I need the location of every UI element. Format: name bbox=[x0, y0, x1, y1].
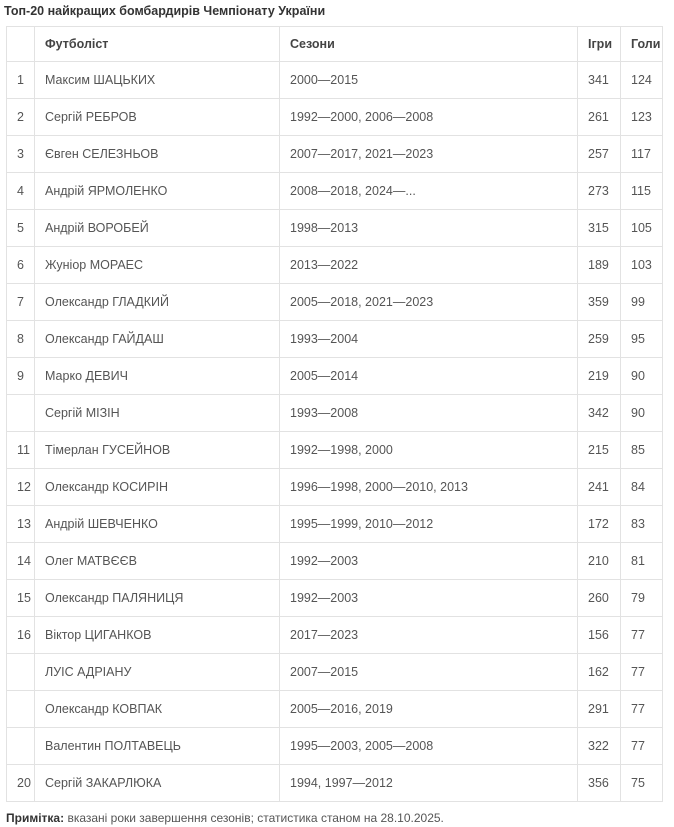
cell-rank bbox=[7, 654, 35, 691]
cell-goals: 103 bbox=[621, 247, 663, 284]
cell-goals: 95 bbox=[621, 321, 663, 358]
cell-player: Андрій ШЕВЧЕНКО bbox=[35, 506, 280, 543]
cell-rank: 11 bbox=[7, 432, 35, 469]
cell-seasons: 1992—1998, 2000 bbox=[280, 432, 578, 469]
page-title: Топ-20 найкращих бомбардирів Чемпіонату України bbox=[4, 4, 326, 18]
cell-rank bbox=[7, 691, 35, 728]
cell-seasons: 2013—2022 bbox=[280, 247, 578, 284]
note-text: вказані роки завершення сезонів; статистика станом на 28.10.2025. bbox=[64, 811, 444, 825]
cell-goals: 77 bbox=[621, 691, 663, 728]
cell-games: 356 bbox=[578, 765, 621, 802]
column-header-games: Ігри bbox=[578, 27, 621, 62]
cell-rank: 6 bbox=[7, 247, 35, 284]
cell-player: Максим ШАЦЬКИХ bbox=[35, 62, 280, 99]
cell-player: Андрій ЯРМОЛЕНКО bbox=[35, 173, 280, 210]
cell-seasons: 1993—2008 bbox=[280, 395, 578, 432]
table-row bbox=[7, 358, 663, 395]
column-header-seasons: Сезони bbox=[280, 27, 578, 62]
column-header-goals: Голи bbox=[621, 27, 663, 62]
cell-goals: 77 bbox=[621, 728, 663, 765]
cell-goals: 124 bbox=[621, 62, 663, 99]
cell-goals: 81 bbox=[621, 543, 663, 580]
cell-rank: 5 bbox=[7, 210, 35, 247]
cell-rank: 13 bbox=[7, 506, 35, 543]
cell-games: 342 bbox=[578, 395, 621, 432]
cell-player: Жуніор МОРАЕС bbox=[35, 247, 280, 284]
table-row bbox=[7, 136, 663, 173]
top-scorers-table bbox=[6, 26, 663, 802]
cell-player: Олександр КОВПАК bbox=[35, 691, 280, 728]
cell-player: Олег МАТВЄЄВ bbox=[35, 543, 280, 580]
table-row bbox=[7, 99, 663, 136]
cell-rank: 16 bbox=[7, 617, 35, 654]
cell-seasons: 1992—2003 bbox=[280, 543, 578, 580]
cell-goals: 84 bbox=[621, 469, 663, 506]
cell-games: 260 bbox=[578, 580, 621, 617]
cell-player: Віктор ЦИГАНКОВ bbox=[35, 617, 280, 654]
column-header-rank bbox=[7, 27, 35, 62]
cell-games: 162 bbox=[578, 654, 621, 691]
cell-seasons: 2008—2018, 2024—... bbox=[280, 173, 578, 210]
cell-games: 259 bbox=[578, 321, 621, 358]
cell-seasons: 1995—1999, 2010—2012 bbox=[280, 506, 578, 543]
cell-rank: 8 bbox=[7, 321, 35, 358]
cell-goals: 79 bbox=[621, 580, 663, 617]
cell-goals: 77 bbox=[621, 654, 663, 691]
cell-goals: 85 bbox=[621, 432, 663, 469]
cell-games: 359 bbox=[578, 284, 621, 321]
table-row bbox=[7, 62, 663, 99]
table-row bbox=[7, 395, 663, 432]
note-label: Примітка: bbox=[6, 811, 65, 825]
cell-games: 215 bbox=[578, 432, 621, 469]
cell-seasons: 2005—2018, 2021—2023 bbox=[280, 284, 578, 321]
cell-player: ЛУІС АДРІАНУ bbox=[35, 654, 280, 691]
cell-seasons: 1992—2000, 2006—2008 bbox=[280, 99, 578, 136]
cell-seasons: 2005—2014 bbox=[280, 358, 578, 395]
cell-seasons: 2007—2017, 2021—2023 bbox=[280, 136, 578, 173]
cell-games: 189 bbox=[578, 247, 621, 284]
cell-rank: 12 bbox=[7, 469, 35, 506]
cell-goals: 123 bbox=[621, 99, 663, 136]
table-row bbox=[7, 617, 663, 654]
table-row bbox=[7, 543, 663, 580]
cell-player: Сергій МІЗІН bbox=[35, 395, 280, 432]
cell-seasons: 1994, 1997—2012 bbox=[280, 765, 578, 802]
column-header-player: Футболіст bbox=[35, 27, 280, 62]
cell-rank: 1 bbox=[7, 62, 35, 99]
cell-rank: 3 bbox=[7, 136, 35, 173]
cell-player: Тімерлан ГУСЕЙНОВ bbox=[35, 432, 280, 469]
cell-games: 257 bbox=[578, 136, 621, 173]
cell-games: 156 bbox=[578, 617, 621, 654]
cell-seasons: 2007—2015 bbox=[280, 654, 578, 691]
cell-games: 341 bbox=[578, 62, 621, 99]
cell-games: 322 bbox=[578, 728, 621, 765]
cell-player: Сергій ЗАКАРЛЮКА bbox=[35, 765, 280, 802]
cell-games: 315 bbox=[578, 210, 621, 247]
cell-seasons: 1995—2003, 2005—2008 bbox=[280, 728, 578, 765]
cell-player: Олександр КОСИРІН bbox=[35, 469, 280, 506]
cell-player: Олександр ПАЛЯНИЦЯ bbox=[35, 580, 280, 617]
cell-games: 261 bbox=[578, 99, 621, 136]
table-row bbox=[7, 469, 663, 506]
table-row bbox=[7, 432, 663, 469]
cell-goals: 90 bbox=[621, 395, 663, 432]
cell-rank: 4 bbox=[7, 173, 35, 210]
cell-seasons: 1996—1998, 2000—2010, 2013 bbox=[280, 469, 578, 506]
cell-goals: 75 bbox=[621, 765, 663, 802]
cell-rank: 7 bbox=[7, 284, 35, 321]
table-row bbox=[7, 506, 663, 543]
table-row bbox=[7, 321, 663, 358]
cell-player: Євген СЕЛЕЗНЬОВ bbox=[35, 136, 280, 173]
table-row bbox=[7, 247, 663, 284]
table-header bbox=[7, 27, 663, 62]
cell-goals: 90 bbox=[621, 358, 663, 395]
cell-seasons: 2017—2023 bbox=[280, 617, 578, 654]
cell-games: 273 bbox=[578, 173, 621, 210]
cell-player: Сергій РЕБРОВ bbox=[35, 99, 280, 136]
cell-goals: 117 bbox=[621, 136, 663, 173]
cell-goals: 83 bbox=[621, 506, 663, 543]
cell-seasons: 1998—2013 bbox=[280, 210, 578, 247]
cell-seasons: 2000—2015 bbox=[280, 62, 578, 99]
cell-seasons: 1993—2004 bbox=[280, 321, 578, 358]
cell-player: Олександр ГЛАДКИЙ bbox=[35, 284, 280, 321]
table-header-row bbox=[7, 27, 663, 62]
cell-rank: 2 bbox=[7, 99, 35, 136]
cell-player: Валентин ПОЛТАВЕЦЬ bbox=[35, 728, 280, 765]
cell-rank: 15 bbox=[7, 580, 35, 617]
cell-goals: 77 bbox=[621, 617, 663, 654]
cell-rank: 20 bbox=[7, 765, 35, 802]
cell-games: 210 bbox=[578, 543, 621, 580]
table-row bbox=[7, 691, 663, 728]
table-row bbox=[7, 210, 663, 247]
cell-seasons: 1992—2003 bbox=[280, 580, 578, 617]
cell-games: 172 bbox=[578, 506, 621, 543]
cell-rank: 14 bbox=[7, 543, 35, 580]
table-row bbox=[7, 728, 663, 765]
table-row bbox=[7, 580, 663, 617]
cell-rank: 9 bbox=[7, 358, 35, 395]
cell-player: Андрій ВОРОБЕЙ bbox=[35, 210, 280, 247]
cell-games: 241 bbox=[578, 469, 621, 506]
cell-goals: 105 bbox=[621, 210, 663, 247]
cell-rank bbox=[7, 395, 35, 432]
cell-games: 291 bbox=[578, 691, 621, 728]
table-note bbox=[0, 802, 674, 827]
cell-goals: 99 bbox=[621, 284, 663, 321]
cell-goals: 115 bbox=[621, 173, 663, 210]
cell-rank bbox=[7, 728, 35, 765]
table-row bbox=[7, 654, 663, 691]
table-row bbox=[7, 284, 663, 321]
cell-games: 219 bbox=[578, 358, 621, 395]
cell-seasons: 2005—2016, 2019 bbox=[280, 691, 578, 728]
cell-player: Олександр ГАЙДАШ bbox=[35, 321, 280, 358]
table-row bbox=[7, 173, 663, 210]
table-body bbox=[7, 62, 663, 802]
cell-player: Марко ДЕВИЧ bbox=[35, 358, 280, 395]
table-row bbox=[7, 765, 663, 802]
